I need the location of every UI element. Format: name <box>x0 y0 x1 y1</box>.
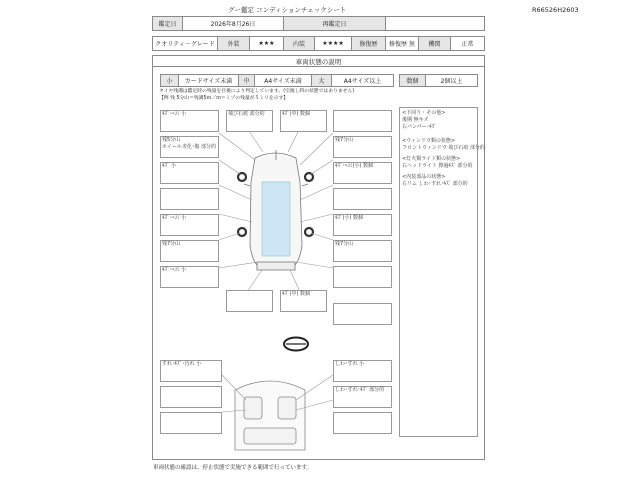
interior-box-rear-seat-right <box>333 412 392 434</box>
damage-box-rear-right <box>333 266 392 288</box>
underbody-line-1: 後期 無キズ <box>402 116 429 123</box>
tire-fr-label: 残7分山 <box>335 137 354 143</box>
footer-note: 車両状態の確認は、停止状態で実施できる範囲で行っています。 <box>153 465 313 471</box>
damage-label-hood: ｷｽﾞ(中) 数個 <box>282 111 310 117</box>
quality-grade-label: クオリティ－グレード <box>152 36 218 51</box>
windows-line-1: フロントウィンドウ 飛び石痕 部分的 <box>402 144 485 151</box>
legend-count-desc: 2個以上 <box>425 74 478 87</box>
section-title: 車両状態の説明 <box>152 55 485 67</box>
tire-note: タイヤ残溝は鑑定時の残量を目視により判定しています。(引渡し時の状態ではありません) <box>159 89 355 94</box>
repair-history-label: 修復歴 <box>351 36 386 51</box>
engine-label: 機関 <box>418 36 451 51</box>
damage-label-left-rear-door: ｷｽﾞ･ﾍｺﾐ 小 <box>162 215 187 221</box>
damage-label-right-rear-door: ｷｽﾞ(小) 数個 <box>335 215 363 221</box>
exterior-label: 外装 <box>217 36 250 51</box>
legend-medium: 中 <box>238 74 255 87</box>
interior-label-rear-right: しわ･すれ･ｷｽﾞ 部分的 <box>335 387 385 393</box>
interior-label: 内装 <box>283 36 315 51</box>
legend-count: 数個 <box>399 74 426 87</box>
damage-box-left-door <box>160 188 219 210</box>
lights-heading: <灯火類ライト類の状態> <box>402 156 461 162</box>
interior-box-rear-seat-left <box>160 412 222 434</box>
legend-small-desc: カードサイズ未満 <box>178 74 239 87</box>
side-notes-underbody <box>402 110 445 130</box>
legend-large-desc: A4サイズ以上 <box>331 74 394 87</box>
interior-line-1: 右リム しわ･すれ･ｷｽﾞ 部分的 <box>402 180 468 187</box>
sheet-title: グー鑑定 コンディションチェックシート <box>228 6 347 14</box>
engine-value: 正常 <box>450 36 485 51</box>
interior-box-rear-left <box>160 386 222 408</box>
side-notes-lights <box>402 156 473 170</box>
legend-small: 小 <box>160 74 179 87</box>
damage-label-windshield: 飛び石痕 部分的 <box>228 111 265 117</box>
damage-label-left-fender: ｷｽﾞ 小 <box>162 163 177 169</box>
interior-heading: <内装部品の状態> <box>402 174 446 180</box>
tire-rr-label: 残7分山 <box>335 241 354 247</box>
damage-label-front-left: ｷｽﾞ･ﾍｺﾐ 小 <box>162 111 187 117</box>
damage-label-right-fender: ｷｽﾞ･ﾍｺﾐ(小) 数個 <box>335 163 373 169</box>
interior-label-front-right: しわ･すれ 小 <box>335 361 365 367</box>
wheel-fl-label: ホイール劣化･傷 部分的 <box>162 144 216 150</box>
tire-rl-label: 残7分山 <box>162 241 181 247</box>
reappraisal-date-label: 再鑑定日 <box>283 16 386 31</box>
damage-label-rear-left: ｷｽﾞ･ﾍｺﾐ 小 <box>162 267 187 273</box>
interior-rating: ★★★★ <box>314 36 352 51</box>
damage-label-rear-bumper: ｷｽﾞ(中) 数個 <box>282 291 310 297</box>
damage-box-rear-bumper-left <box>226 290 273 312</box>
underbody-heading: <下回り・その他> <box>402 110 446 116</box>
appraisal-date-label: 鑑定日 <box>152 16 183 31</box>
legend-large: 大 <box>311 74 332 87</box>
windows-heading: <ウィンドウ類の状態> <box>402 138 456 144</box>
repair-history-value: 修復歴 無 <box>385 36 419 51</box>
exterior-rating: ★★★ <box>249 36 284 51</box>
appraisal-date-value: 2026年8月26日 <box>182 16 284 31</box>
damage-box-front-right <box>333 110 392 132</box>
side-notes-interior <box>402 174 468 188</box>
document-id: R66526H2603 <box>532 6 579 14</box>
lights-line-1: 右ヘッドライト 擦過ｷｽﾞ 部分的 <box>402 162 473 169</box>
legend-medium-desc: A4サイズ未満 <box>254 74 312 87</box>
side-notes-windows <box>402 138 485 152</box>
tire-fl-label: 残5分山 <box>162 137 181 143</box>
damage-box-right-door <box>333 188 392 210</box>
underbody-line-2: 右バンパー･ｷｽﾞ <box>402 123 437 130</box>
tire-example-note: 【例 残 5分山＝残溝5ｍ／ｍ＝ミゾの残量が５ミリを示す】 <box>159 96 289 101</box>
interior-label-front-left: すれ･ｷｽﾞ･汚れ 小 <box>162 361 202 367</box>
damage-box-steering <box>333 303 392 325</box>
